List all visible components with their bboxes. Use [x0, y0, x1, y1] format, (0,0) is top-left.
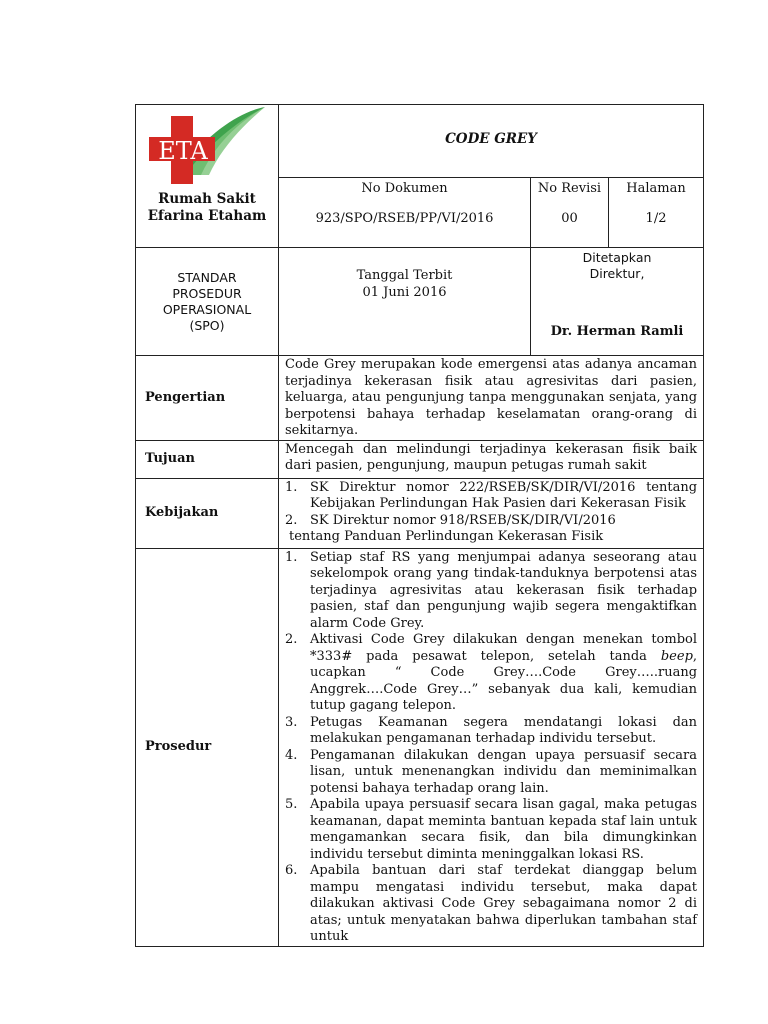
no-revisi-cell [531, 178, 609, 248]
director-name: Dr. Herman Ramli [550, 324, 684, 339]
item-text: Petugas Keamanan segera mendatangi lokasi dan melakukan pengamanan terhadap individu tersebut. [310, 714, 698, 746]
document-title: CODE GREY [445, 131, 537, 148]
no-dokumen-cell [279, 178, 531, 248]
item-text: Setiap staf RS yang menjumpai adanya seseorang atau sekelompok orang yang tindak-tanduknya berpotensi atas terjadinya agresivitas atau kekerasan fisik terhadap pasien, staf dan pengunjung wajib segera mengaktifkan alarm Code Grey. [310, 549, 698, 631]
item-number: 4. [285, 747, 298, 763]
list-item [285, 748, 697, 798]
std-line-2: PROSEDUR [172, 286, 242, 301]
tanggal-value: 01 Juni 2016 [362, 284, 447, 300]
hospital-line-1: Rumah Sakit [158, 191, 256, 207]
title-cell [279, 105, 704, 178]
ditetapkan-line-2: Direktur, [589, 266, 645, 281]
no-dokumen-label: No Dokumen [361, 181, 448, 197]
no-revisi-label: No Revisi [537, 181, 602, 197]
pengertian-label: Pengertian [136, 356, 279, 441]
item-text: Apabila bantuan dari staf terdekat dianggap belum mampu mengatasi individu tersebut, maka dapat dilakukan aktivasi Code Grey sebagaimana nomor 2 di atas; untuk menyatakan bahwa diperlukan tambahan staf untuk [310, 863, 698, 944]
halaman-cell [609, 178, 704, 248]
no-revisi-value: 00 [561, 211, 578, 227]
spo-type [136, 248, 278, 334]
eta-logo-icon [137, 105, 277, 191]
prosedur-content [279, 548, 704, 946]
list-item [285, 550, 697, 633]
kebijakan-extra: tentang Panduan Perlindungan Kekerasan Fisik [289, 529, 604, 544]
halaman-label: Halaman [626, 181, 686, 197]
logo-text: ETA [158, 137, 208, 165]
tanggal-cell [279, 248, 531, 356]
tujuan-text: Mencegah dan melindungi terjadinya kekerasan fisik baik dari pasien, pengunjung, maupun petugas rumah sakit [279, 440, 704, 478]
kebijakan-content [279, 478, 704, 548]
ditetapkan [531, 248, 703, 282]
item-number: 3. [285, 714, 298, 730]
item-text: Aktivasi Code Grey dilakukan dengan menekan tombol *333# pada pesawat telepon, setelah tanda [310, 632, 698, 664]
item-text-italic: beep [660, 648, 693, 664]
spo-type-cell [136, 248, 279, 356]
tanggal-label: Tanggal Terbit [356, 268, 453, 283]
item-text: SK Direktur nomor 222/RSEB/SK/DIR/VI/2016 tentang Kebijakan Perlindungan Hak Pasien dari Kekerasan Fisik [310, 479, 698, 511]
std-line-4: (SPO) [189, 318, 225, 333]
item-number: 2. [285, 632, 298, 647]
tanggal-terbit [279, 248, 530, 301]
item-number: 5. [285, 797, 298, 812]
spo-table [135, 104, 704, 947]
prosedur-list [285, 550, 697, 946]
pengertian-text: Code Grey merupakan kode emergensi atas adanya ancaman terjadinya kekerasan fisik atau agresivitas dari pasien, keluarga, atau pengunjung tanpa menggunakan senjata, yang berpotensi bahaya terhadap keselamatan orang-orang di sekitarnya. [279, 356, 704, 441]
list-item [285, 632, 697, 715]
hospital-logo [136, 105, 278, 191]
ditetapkan-line-1: Ditetapkan [582, 250, 652, 265]
no-dokumen-value: 923/SPO/RSEB/PP/VI/2016 [315, 211, 494, 227]
list-item [285, 863, 697, 946]
std-line-1: STANDAR [177, 270, 237, 285]
kebijakan-label: Kebijakan [136, 478, 279, 548]
kebijakan-list [285, 480, 697, 530]
halaman-value: 1/2 [645, 211, 667, 227]
std-line-3: OPERASIONAL [162, 302, 252, 317]
item-text: Apabila upaya persuasif secara lisan gagal, maka petugas keamanan, dapat meminta bantuan kepada staf lain untuk mengamankan secara fisik, dan bila dimungkinkan individu tersebut diminta meninggalkan lokasi RS. [310, 797, 698, 862]
item-text: Pengamanan dilakukan dengan upaya persuasif secara lisan, untuk menenangkan individu dan meminimalkan potensi bahaya terhadap orang lain. [310, 747, 698, 796]
item-number: 2. [285, 512, 298, 528]
hospital-line-2: Efarina Etaham [147, 208, 267, 224]
logo-cell [136, 105, 279, 248]
prosedur-label: Prosedur [136, 548, 279, 946]
item-text: SK Direktur nomor 918/RSEB/SK/DIR/VI/2016 [310, 512, 616, 528]
item-text: , ucapkan “ Code Grey….Code Grey…..ruang Anggrek….Code Grey…” sebanyak dua kali, kemudian tutup gagang telepon. [310, 648, 698, 713]
item-number: 1. [285, 549, 298, 565]
item-number: 1. [285, 479, 298, 495]
list-item [285, 480, 697, 513]
list-item [285, 715, 697, 748]
tujuan-label: Tujuan [136, 440, 279, 478]
hospital-name [136, 191, 278, 247]
ditetapkan-cell [531, 248, 704, 356]
list-item [285, 797, 697, 863]
list-item [285, 513, 697, 530]
item-number: 6. [285, 863, 298, 878]
